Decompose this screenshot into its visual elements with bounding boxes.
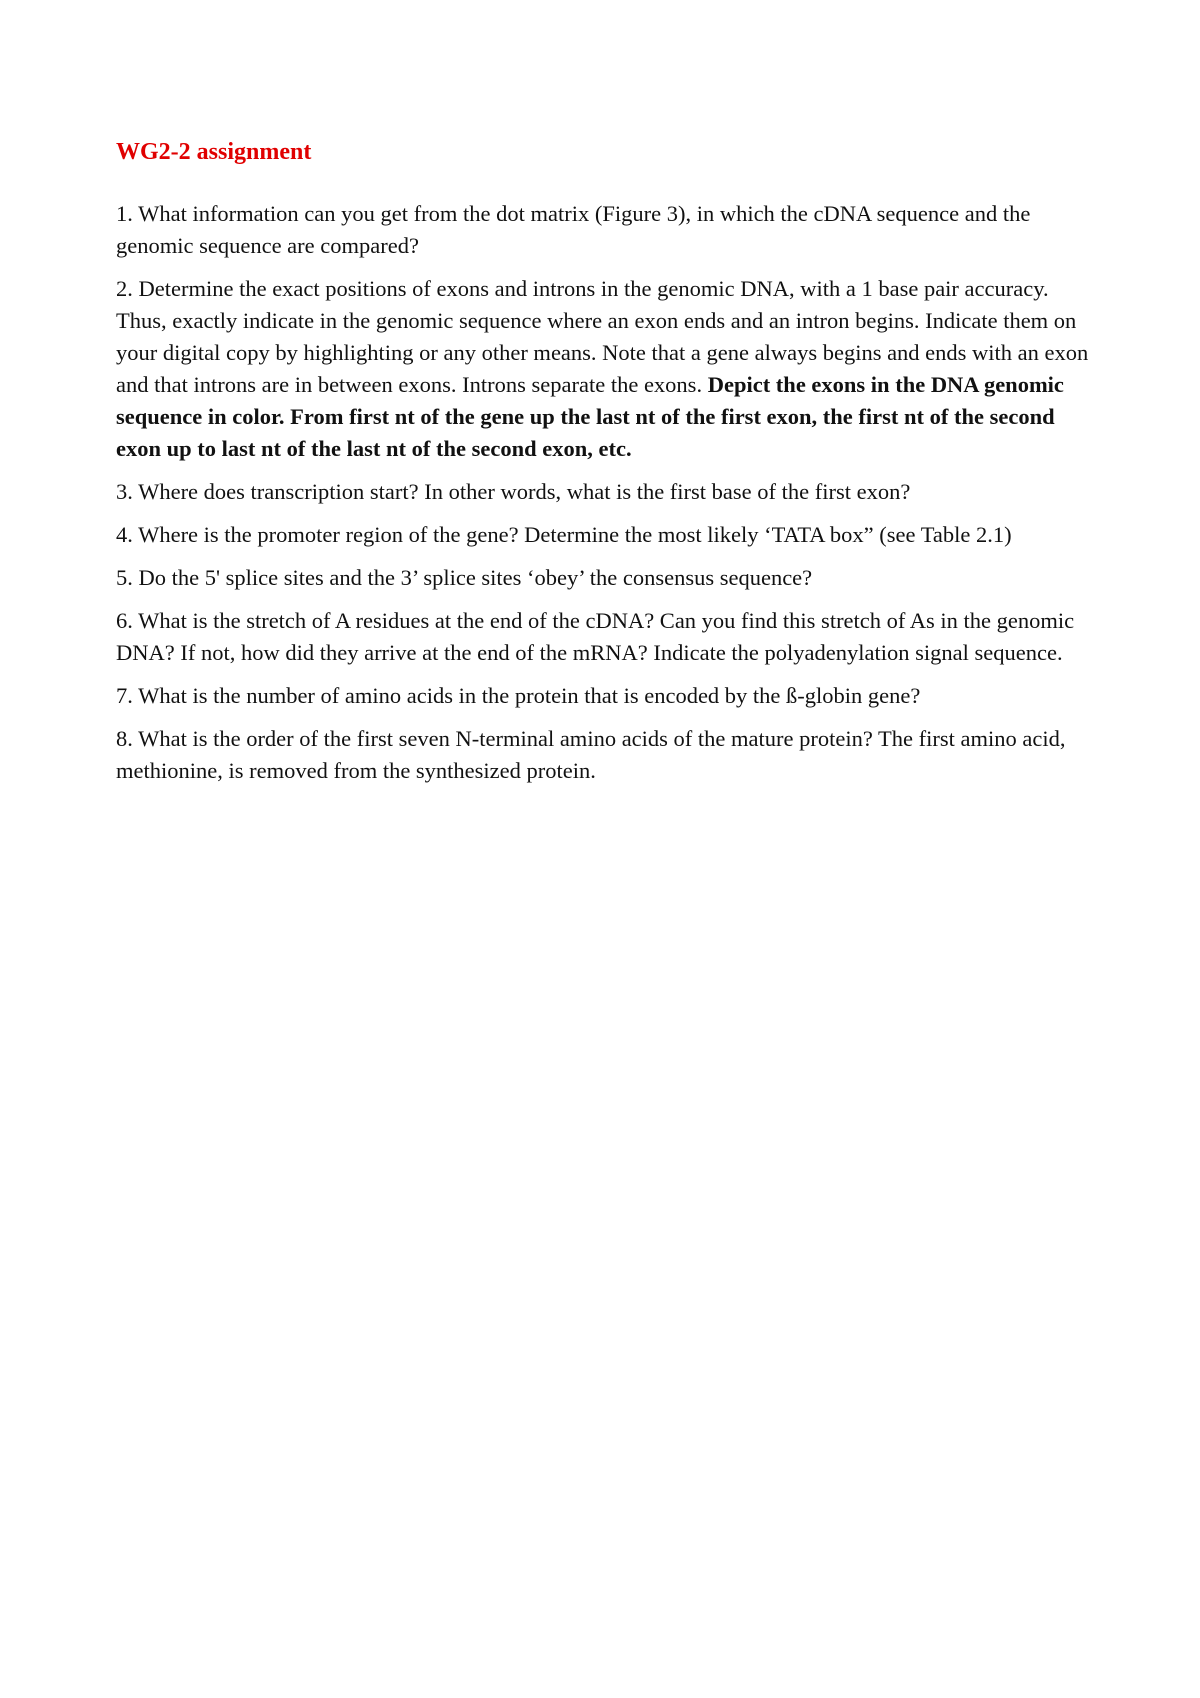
question-4 [116,519,1104,551]
question-3-text: 3. Where does transcription start? In other words, what is the first base of the first exon? [116,479,911,504]
question-7-text: 7. What is the number of amino acids in the protein that is encoded by the ß-globin gene? [116,683,921,708]
question-8-text: 8. What is the order of the first seven N-terminal amino acids of the mature protein? The first amino acid, methionine, is removed from the synthesized protein. [116,726,1066,783]
question-5-text: 5. Do the 5' splice sites and the 3’ splice sites ‘obey’ the consensus sequence? [116,565,813,590]
question-7 [116,680,1104,712]
question-1 [116,198,1104,262]
question-5 [116,562,1104,594]
question-2-bold-instruction: Depict the exons in the DNA genomic sequence in color. From first nt of the gene up the last nt of the first exon, the first nt of the second exon up to last nt of the last nt of the second exon, etc. [116,372,1064,461]
question-8 [116,723,1104,787]
question-1-text: 1. What information can you get from the dot matrix (Figure 3), in which the cDNA sequence and the genomic sequence are compared? [116,201,1031,258]
question-2 [116,273,1104,465]
question-3 [116,476,1104,508]
question-4-text: 4. Where is the promoter region of the gene? Determine the most likely ‘TATA box” (see Table 2.1) [116,522,1012,547]
question-6-text: 6. What is the stretch of A residues at the end of the cDNA? Can you find this stretch of As in the genomic DNA? If not, how did they arrive at the end of the mRNA? Indicate the polyadenylation signal sequence. [116,608,1075,665]
question-6 [116,605,1104,669]
document-title: WG2-2 assignment [116,139,312,165]
question-2-text: 2. Determine the exact positions of exons and introns in the genomic DNA, with a 1 base pair accuracy. Thus, exactly indicate in the genomic sequence where an exon ends and an intron begins. Indicate them on your digital copy by highlighting or any other means. Note that a gene always begins and ends with an exon and that introns are in between exons. Introns separate the exons. [116,276,1089,397]
document-body [116,136,1104,798]
